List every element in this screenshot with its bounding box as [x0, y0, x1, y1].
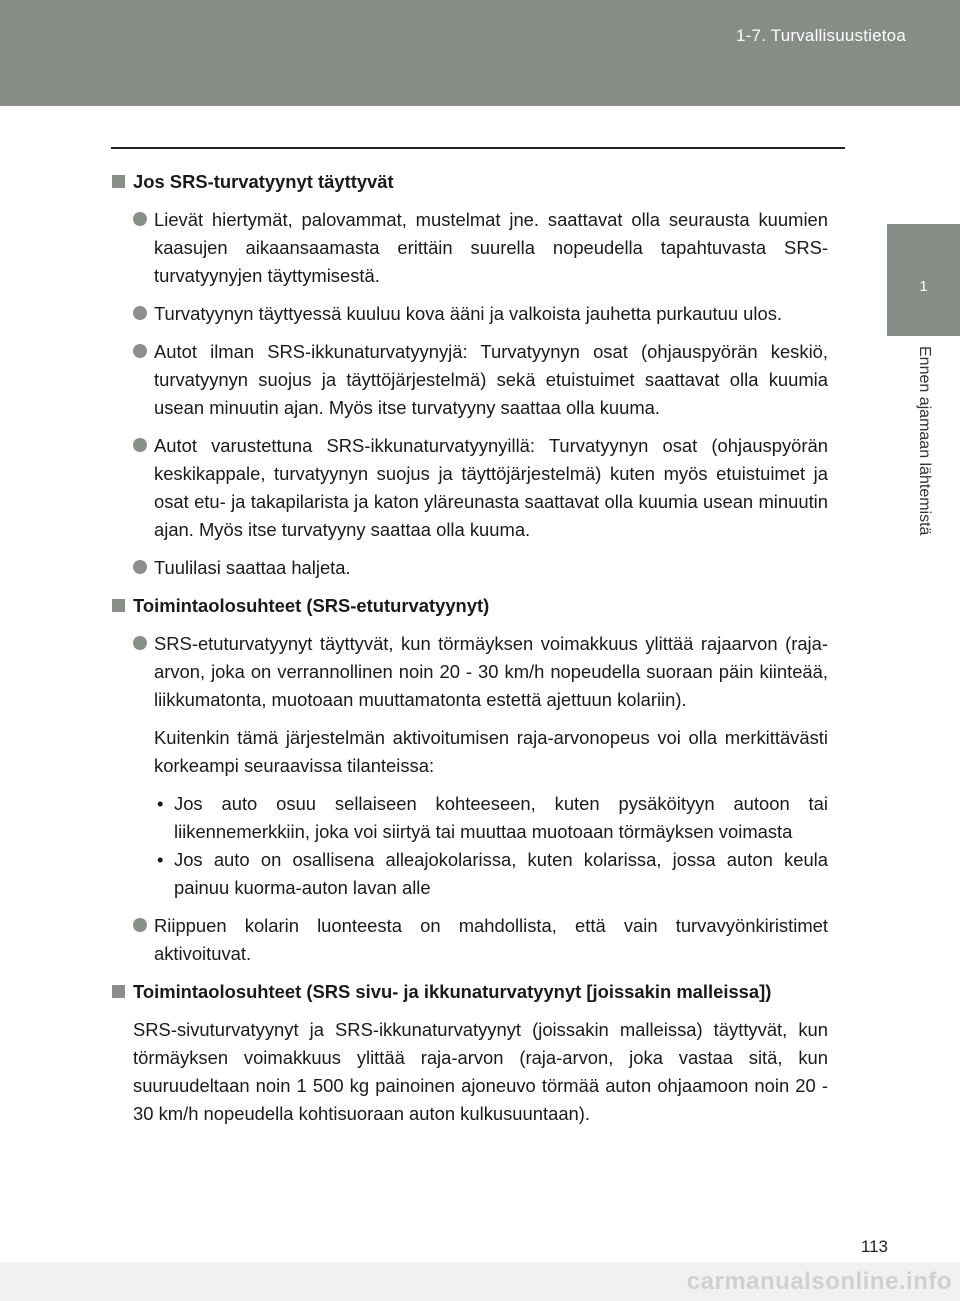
sub-list	[112, 790, 828, 902]
paragraph: Kuitenkin tämä järjestelmän aktivoitumisen raja-arvonopeus voi olla merkittävästi korkeampi seuraavissa tilanteissa:	[154, 727, 828, 776]
square-bullet-icon	[112, 985, 125, 998]
top-rule	[111, 147, 845, 149]
list-item: SRS-etuturvatyynyt täyttyvät, kun törmäyksen voimakkuus ylittää rajaarvon (raja-arvon, joka on verrannollinen noin 20 - 30 km/h nopeudella suoraan päin kiinteää, liikkumatonta, muotoaan muuttamatonta estettä ajettuun kolariin).	[112, 630, 828, 714]
circle-bullet-icon	[133, 636, 147, 650]
circle-bullet-icon	[133, 306, 147, 320]
list-item: Riippuen kolarin luonteesta on mahdollista, että vain turvavyönkiristimet aktivoituvat.	[112, 912, 828, 968]
sub-list-item: • Jos auto on osallisena alleajokolarissa, kuten kolarissa, jossa auton keula painuu kuorma-auton lavan alle	[112, 846, 828, 902]
chapter-label: Ennen ajamaan lähtemistä	[916, 346, 933, 536]
section-heading: Jos SRS-turvatyynyt täyttyvät	[112, 168, 828, 196]
circle-bullet-icon	[133, 438, 147, 452]
list-item: Tuulilasi saattaa haljeta.	[112, 554, 828, 582]
list-item: Autot varustettuna SRS-ikkunaturvatyynyillä: Turvatyynyn osat (ohjauspyörän keskikappale, turvatyynyn suojus ja täyttöjärjestelmä) kuten myös etuistuimet ja osat etu- ja takapilarista ja katon yläreunasta saattavat olla kuumia usean minuutin ajan. Myös itse turvatyyny saattaa olla kuuma.	[112, 432, 828, 544]
circle-bullet-icon	[133, 212, 147, 226]
list-item: Autot ilman SRS-ikkunaturvatyynyjä: Turvatyynyn osat (ohjauspyörän keskiö, turvatyynyn suojus ja täyttöjärjestelmä) sekä etuistuimet saattavat olla kuumia usean minuutin ajan. Myös itse turvatyyny saattaa olla kuuma.	[112, 338, 828, 422]
bullet: •	[157, 849, 164, 870]
bullet: •	[157, 793, 164, 814]
sub-list-item: • Jos auto osuu sellaiseen kohteeseen, kuten pysäköityyn autoon tai liikennemerkkiin, joka voi siirtyä tai muuttaa muotoaan törmäyksen voimasta	[112, 790, 828, 846]
section-heading: Toimintaolosuhteet (SRS-etuturvatyynyt)	[112, 592, 828, 620]
paragraph: SRS-sivuturvatyynyt ja SRS-ikkunaturvatyynyt (joissakin malleissa) täyttyvät, kun törmäyksen voimakkuus ylittää raja-arvon (raja-arvon, joka vastaa sitä, kun suuruudeltaan noin 1 500 kg painoinen ajoneuvo törmää auton ohjaamoon noin 20 - 30 km/h nopeudella kohtisuoraan auton kulkusuuntaan).	[133, 1019, 828, 1124]
circle-bullet-icon	[133, 918, 147, 932]
chapter-label-tab	[887, 336, 960, 646]
circle-bullet-icon	[133, 344, 147, 358]
watermark	[0, 1262, 960, 1301]
circle-bullet-icon	[133, 560, 147, 574]
list-item: Turvatyynyn täyttyessä kuuluu kova ääni ja valkoista jauhetta purkautuu ulos.	[112, 300, 828, 328]
square-bullet-icon	[112, 175, 125, 188]
watermark-text: carmanualsonline.info	[686, 1268, 952, 1295]
chapter-number: 1	[919, 278, 928, 295]
square-bullet-icon	[112, 599, 125, 612]
page-number: 113	[860, 1237, 888, 1256]
chapter-tab	[887, 224, 960, 336]
list-item: Lievät hiertymät, palovammat, mustelmat jne. saattavat olla seurausta kuumien kaasujen aikaansaamasta erittäin suurella nopeudella tapahtuvasta SRS-turvatyynyjen täyttymisestä.	[112, 206, 828, 290]
page-content	[112, 168, 828, 1138]
section-title: 1-7. Turvallisuustietoa	[736, 26, 906, 45]
section-heading: Toimintaolosuhteet (SRS sivu- ja ikkunaturvatyynyt [joissakin malleissa])	[112, 978, 828, 1006]
header-bar	[0, 0, 960, 106]
